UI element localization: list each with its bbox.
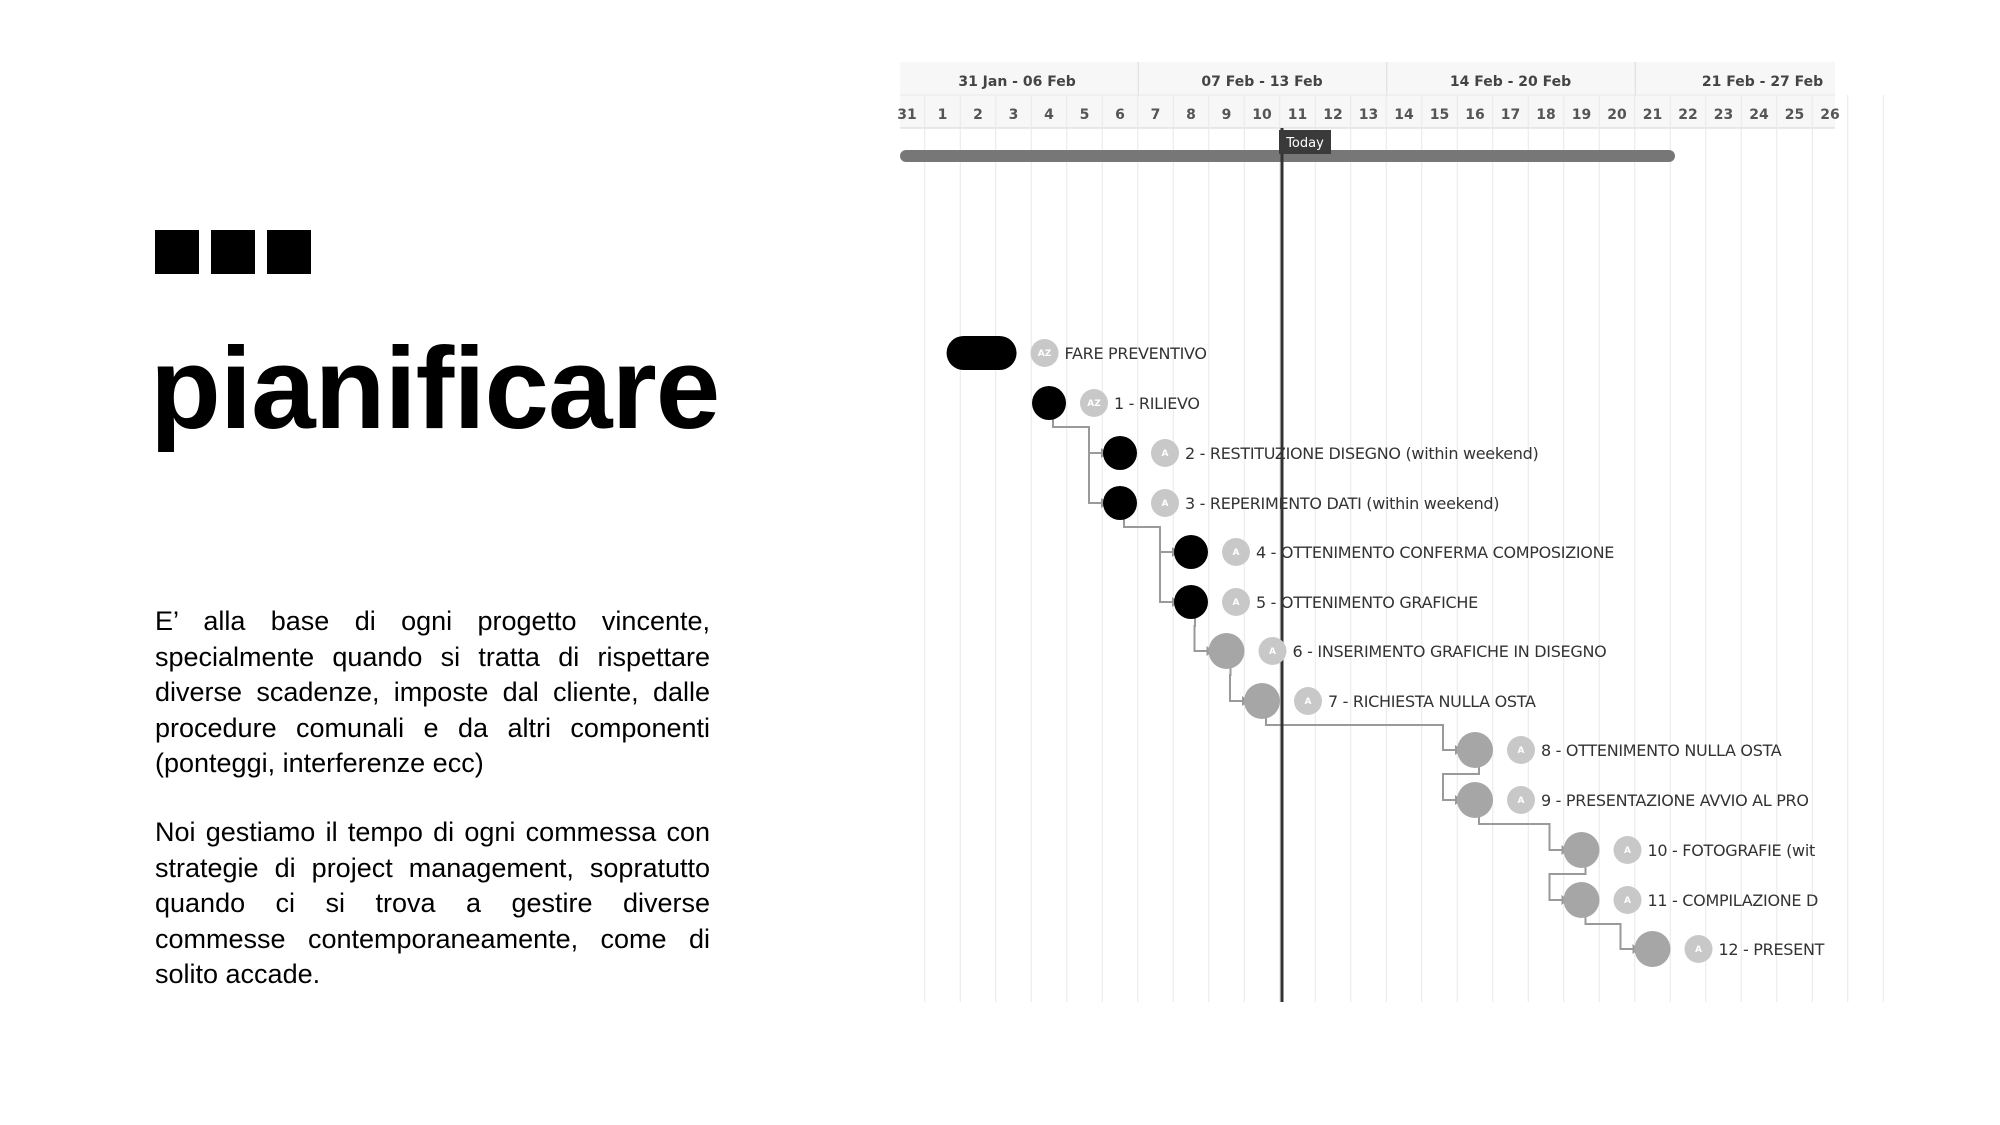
task-label: 10 - FOTOGRAFIE (wit [1647,841,1815,860]
task-label: 4 - OTTENIMENTO CONFERMA COMPOSIZIONE [1256,543,1615,562]
day-label: 8 [1186,107,1196,123]
dependency-connector [1266,711,1455,750]
task-label: 2 - RESTITUZIONE DISEGNO (within weekend) [1185,444,1539,463]
day-label: 6 [1115,107,1125,123]
day-label: 25 [1784,107,1805,123]
week-label: 31 Jan - 06 Feb [958,74,1076,90]
task-label: 1 - RILIEVO [1114,394,1200,413]
dependency-connector [1124,513,1172,552]
gantt-canvas [897,62,1840,1002]
assignee-initials: A [1269,647,1276,657]
day-label: 16 [1465,107,1485,123]
day-label: 26 [1820,107,1840,123]
day-label: 21 [1642,107,1663,123]
task-bar [947,336,1017,370]
intro-paragraph: E’ alla base di ogni progetto vincente, specialmente quando si tratta di rispettare diverse scadenze, imposte dal cliente, dalle procedure comunali e da altri componenti (ponteggi, interferenze ecc) [155,606,710,778]
assignee-initials: A [1161,449,1169,459]
assignee-initials: A [1232,598,1240,608]
square-mark [267,230,311,274]
day-label: 1 [937,107,948,123]
dependency-connector [1586,910,1633,949]
assignee-initials: A [1624,896,1631,906]
dependency-connector [1053,413,1101,503]
week-label: 14 Feb - 20 Feb [1449,74,1572,90]
day-label: 19 [1571,107,1592,123]
assignee-initials: AZ [1087,399,1101,409]
task-bar [1032,386,1066,420]
task-bar [1457,782,1493,818]
assignee-initials: A [1517,746,1525,756]
assignee-initials: A [1695,945,1702,955]
day-label: 31 [897,107,917,123]
assignee-initials: A [1624,846,1631,856]
day-label: 10 [1252,107,1272,123]
task-label: 6 - INSERIMENTO GRAFICHE IN DISEGNO [1292,642,1607,661]
task-label: 3 - REPERIMENTO DATI (within weekend) [1185,494,1500,513]
task-bar [1564,832,1600,868]
day-label: 2 [973,107,983,123]
assignee-initials: A [1517,796,1525,806]
day-label: 11 [1287,107,1308,123]
page-title: pianificare [150,323,720,453]
today-label: Today [1286,136,1324,151]
week-label: 21 Feb - 27 Feb [1701,74,1824,90]
day-label: 13 [1358,107,1379,123]
method-paragraph: Noi gestiamo il tempo di ogni commessa con strategie di project management, sopratutto quando ci si trova a gestire diverse commesse contemporaneamente, come di solito accade. [155,817,710,989]
task-bar [1174,535,1208,569]
task-bar [1209,633,1245,669]
day-label: 17 [1500,107,1521,123]
task-bar [1244,683,1280,719]
day-label: 7 [1150,107,1161,123]
day-label: 15 [1429,107,1450,123]
task-label: 8 - OTTENIMENTO NULLA OSTA [1541,741,1782,760]
assignee-initials: A [1232,548,1240,558]
day-label: 5 [1079,107,1090,123]
day-label: 18 [1536,107,1556,123]
assignee-initials: A [1304,697,1312,707]
day-label: 9 [1221,107,1232,123]
day-label: 3 [1008,107,1019,123]
day-label: 23 [1713,107,1734,123]
week-label: 07 Feb - 13 Feb [1201,74,1323,90]
square-mark [155,230,199,274]
task-label: FARE PREVENTIVO [1064,344,1207,363]
task-label: 11 - COMPILAZIONE D [1647,891,1819,910]
task-label: 5 - OTTENIMENTO GRAFICHE [1256,593,1478,612]
gantt-chart-screenshot [897,62,1840,1002]
day-label: 22 [1678,107,1698,123]
task-label: 12 - PRESENT [1718,940,1825,959]
task-bar [1103,486,1137,520]
day-label: 24 [1749,107,1769,123]
day-label: 14 [1394,107,1414,123]
decorative-squares [155,230,311,274]
day-label: 12 [1323,107,1343,123]
task-label: 7 - RICHIESTA NULLA OSTA [1328,692,1536,711]
task-label: 9 - PRESENTAZIONE AVVIO AL PRO [1541,791,1809,810]
dependency-connector [1479,810,1562,850]
task-bar [1457,732,1493,768]
task-bar [1564,882,1600,918]
task-bar [1103,436,1137,470]
day-label: 4 [1044,107,1054,123]
task-bar [1174,585,1208,619]
day-label: 20 [1607,107,1627,123]
dependency-connector [1124,513,1172,602]
dependency-connector [1053,413,1101,453]
assignee-initials: AZ [1037,349,1052,359]
task-bar [1635,931,1671,967]
square-mark [211,230,255,274]
assignee-initials: A [1161,499,1169,509]
